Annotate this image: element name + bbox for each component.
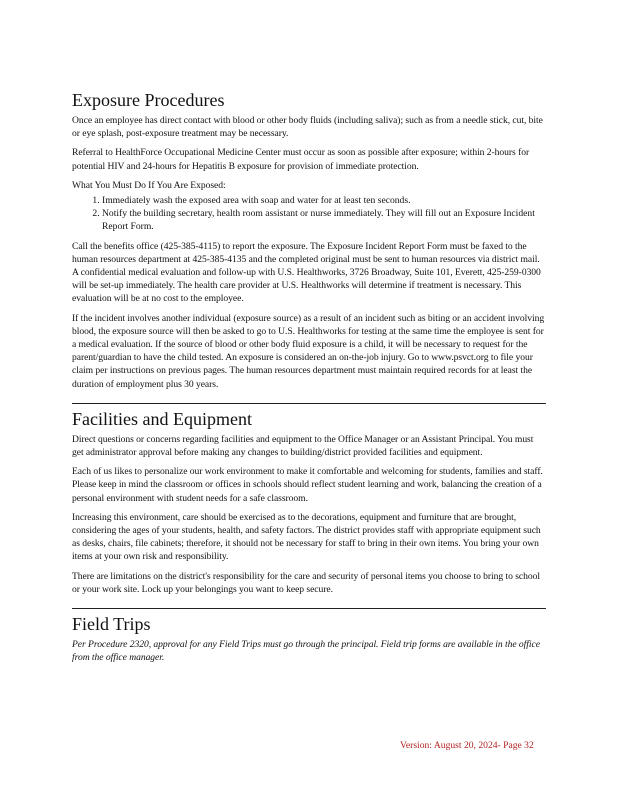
- paragraph: Each of us likes to personalize our work environment to make it comfortable and welcoming for students, families and staff. Please keep in mind the classroom or offices in schools should reflect student learning and work, balancing the creation of a personal environment with student needs for a safe classroom.: [72, 466, 543, 504]
- paragraph: There are limitations on the district's responsibility for the care and security of personal items you choose to bring to school or your work site. Lock up your belongings you want to keep secure.: [72, 570, 540, 595]
- list-item: 2. Notify the building secretary, health room assistant or nurse immediately. They will fill out an Exposure Incident Report Form.: [102, 207, 546, 233]
- page-footer-version: Version: August 20, 2024- Page 32: [400, 740, 534, 751]
- exposure-steps-list: [72, 194, 546, 234]
- paragraph: Once an employee has direct contact with blood or other body fluids (including saliva); such as from a needle stick, cut, bite or eye splash, post-exposure treatment may be necessary.: [72, 115, 543, 140]
- paragraph: Increasing this environment, care should be exercised as to the decorations, equipment and furniture that are brought, considering the ages of your students, health, and safety factors. The district provides staff with appropriate equipment such as desks, chairs, file cabinets; therefore, it should not be necessary for staff to bring in their own items. You bring your own items at your own risk and responsibility.: [72, 511, 541, 563]
- section-divider: [72, 403, 546, 404]
- section-divider: [72, 608, 546, 609]
- paragraph: Call the benefits office (425-385-4115) to report the exposure. The Exposure Incident Report Form must be faxed to the human resources department at 425-385-4135 and the completed original must be sent to human resources via district mail. A confidential medical evaluation and follow-up with U.S. Healthworks, 3726 Broadway, Suite 101, Everett, 425-259-0300 will be set-up immediately. The health care provider at U.S. Healthworks will determine if treatment is necessary. This evaluation will be at no cost to the employee.: [72, 240, 541, 305]
- section-title-facilities: Facilities and Equipment: [72, 408, 252, 429]
- section-title-field-trips: Field Trips: [72, 614, 151, 635]
- page-content: [72, 90, 546, 671]
- paragraph: What You Must Do If You Are Exposed:: [72, 179, 226, 191]
- paragraph: Referral to HealthForce Occupational Medicine Center must occur as soon as possible after exposure; within 2-hours for potential HIV and 24-hours for Hepatitis B exposure for provision of immediate protection.: [72, 147, 530, 172]
- paragraph: Direct questions or concerns regarding facilities and equipment to the Office Manager or an Assistant Principal. You must get administrator approval before making any changes to building/district provided facilities and equipment.: [72, 433, 534, 459]
- section-title-exposure: Exposure Procedures: [72, 90, 225, 110]
- paragraph: Per Procedure 2320, approval for any Field Trips must go through the principal. Field trip forms are available in the office from the office manager.: [72, 639, 540, 664]
- paragraph: If the incident involves another individual (exposure source) as a result of an incident such as biting or an accident involving blood, the exposure source will then be asked to go to U.S. Healthworks for testing at the same time the employee is sent for a medical evaluation. If the source of blood or other body fluid exposure is a child, it will be necessary to request for the parent/guardian to have the child tested. An exposure is considered an on-the-job injury. Go to www.psvct.org to file your claim per instructions on previous pages. The human resources department must maintain required records for at least the duration of employment plus 30 years.: [72, 312, 545, 390]
- list-item: 1. Immediately wash the exposed area with soap and water for at least ten seconds.: [102, 194, 546, 207]
